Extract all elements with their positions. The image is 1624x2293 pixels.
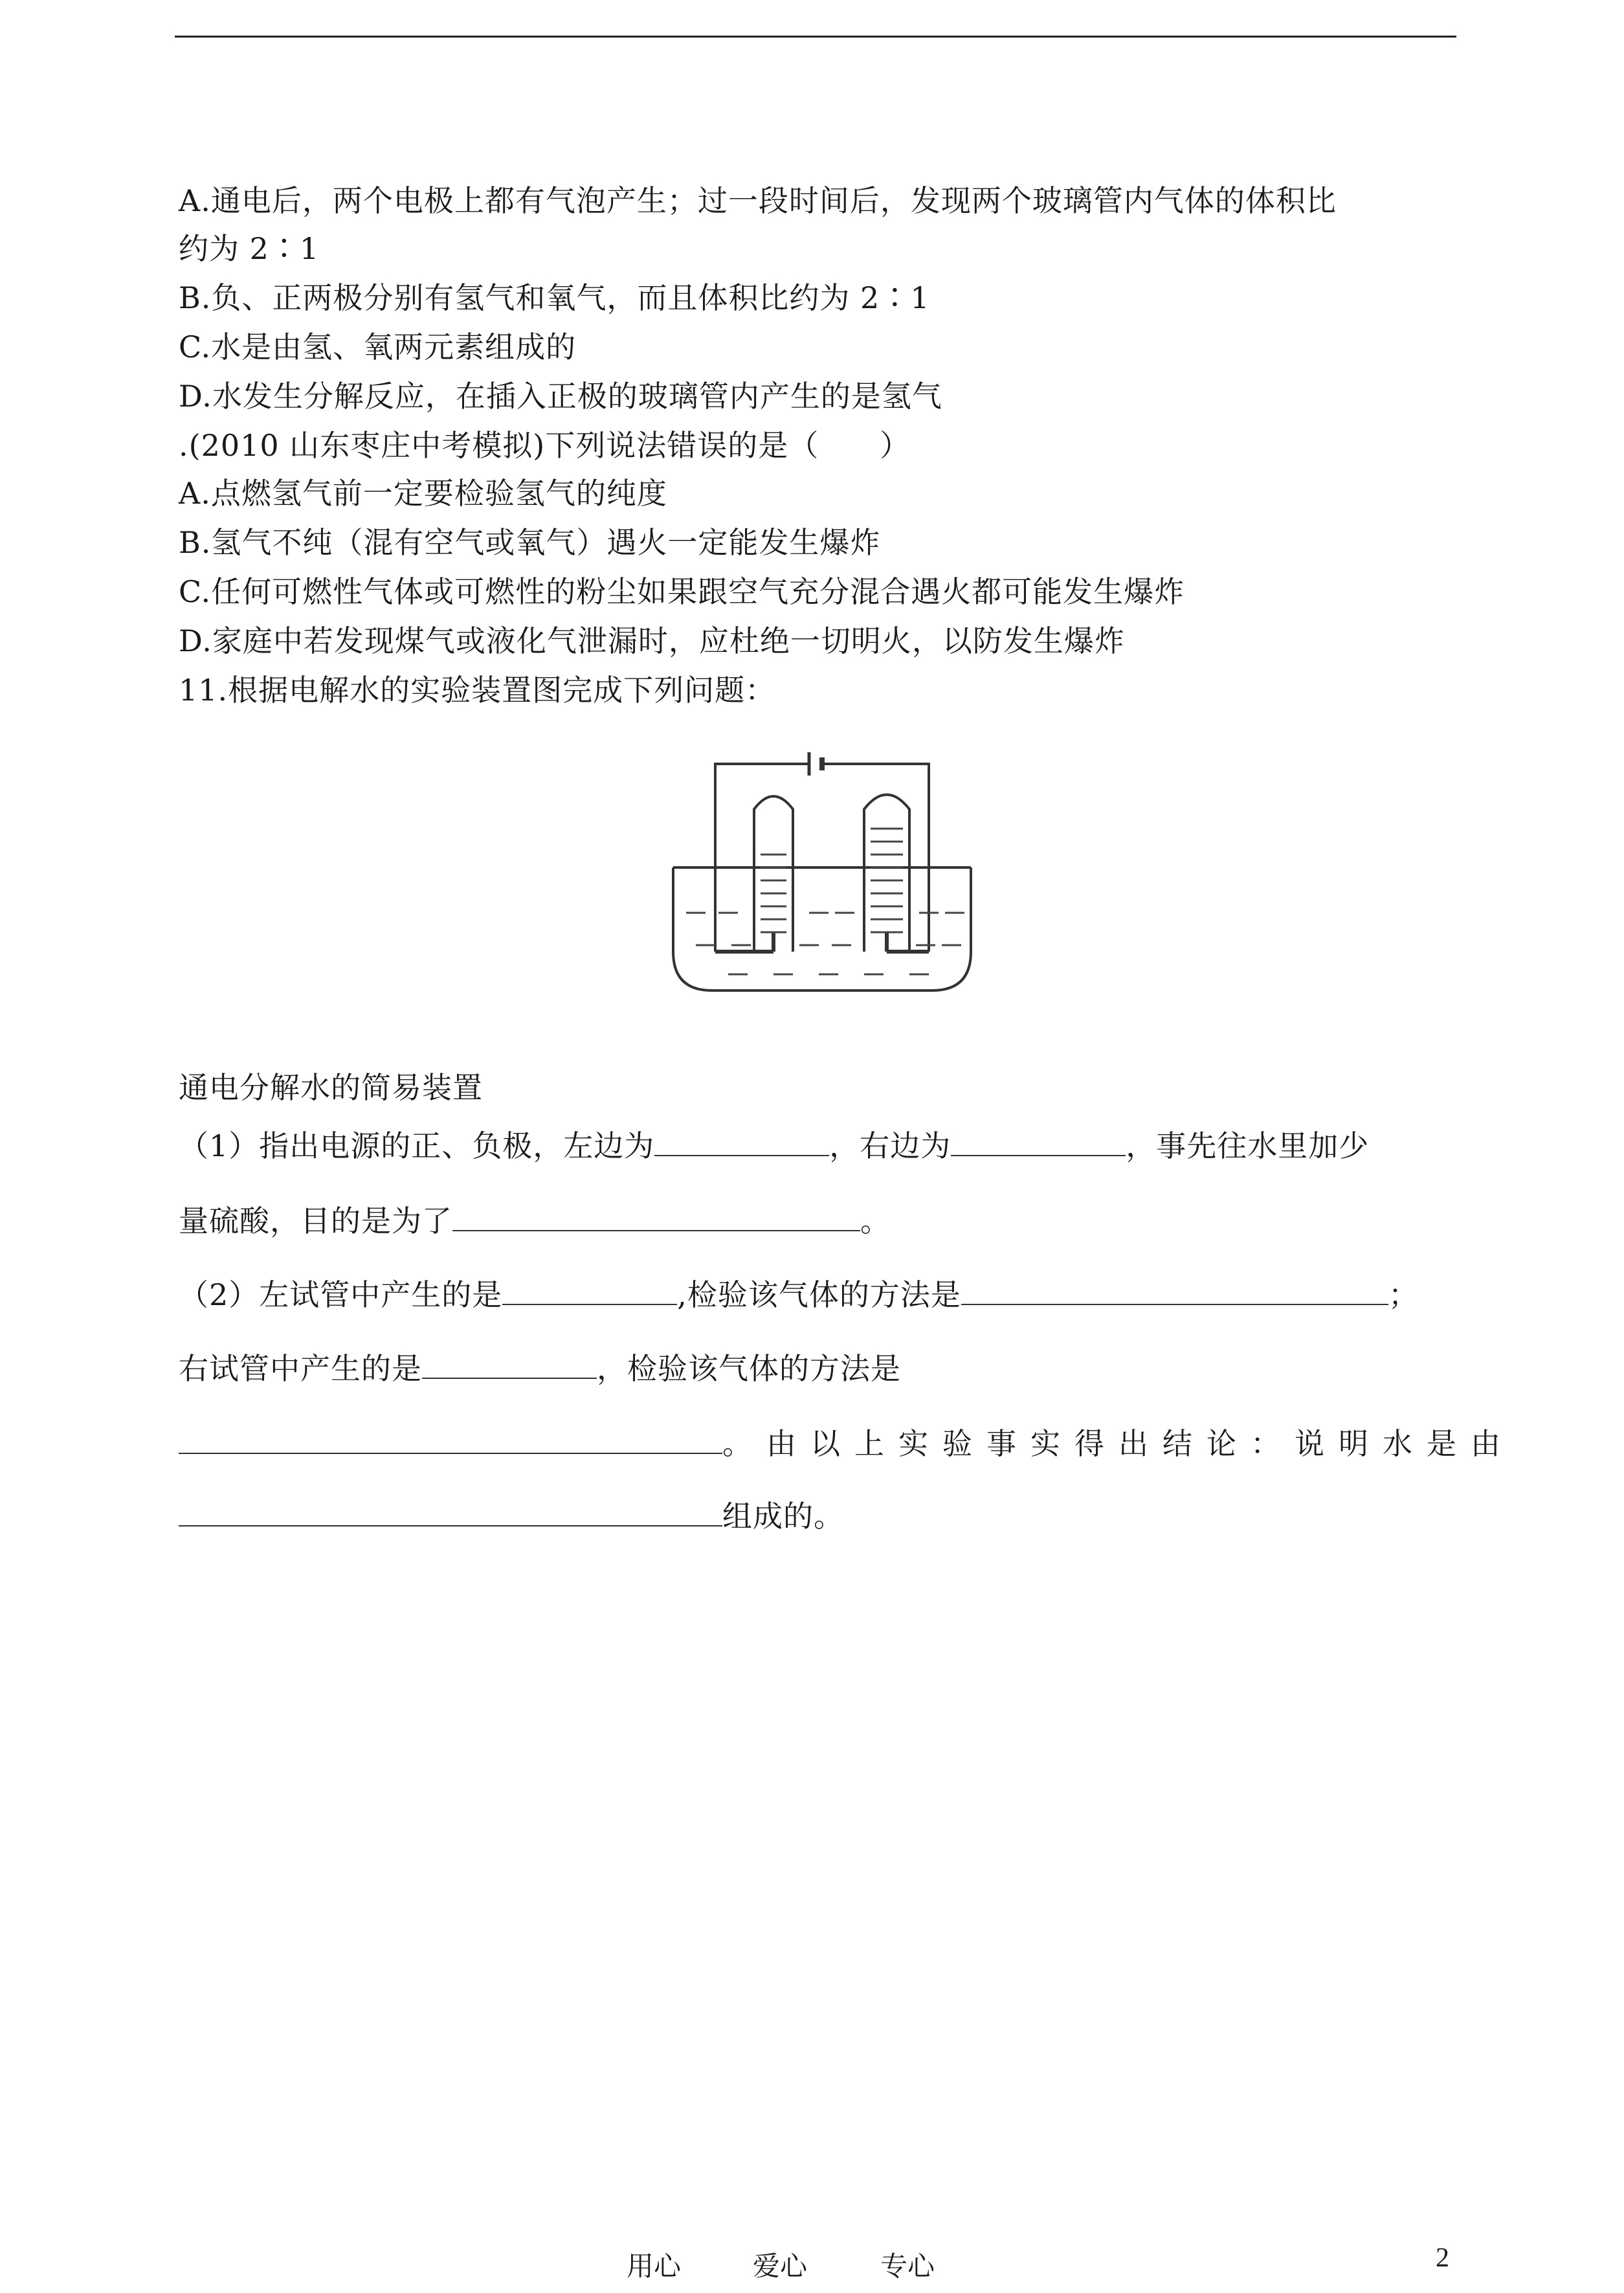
header-rule	[175, 36, 1456, 38]
q10-option-c: C.任何可燃性气体或可燃性的粉尘如果跟空气充分混合遇火都可能发生爆炸	[179, 574, 1185, 609]
answer-blank[interactable]	[951, 1126, 1126, 1156]
footer-text-2: 爱心	[753, 2250, 808, 2282]
answer-blank[interactable]	[452, 1202, 860, 1231]
q2-line-3: 。由以上实验事实得出结论：说明水是由	[179, 1424, 1515, 1462]
answer-blank[interactable]	[422, 1349, 597, 1379]
option-a-line: A.通电后，两个电极上都有气泡产生；过一段时间后，发现两个玻璃管内气体的体积比	[179, 183, 1337, 218]
answer-blank[interactable]	[654, 1126, 829, 1156]
q2-line-2: 右试管中产生的是 ，检验该气体的方法是	[179, 1349, 901, 1387]
q1-line-2: 量硫酸，目的是为了 。	[179, 1202, 891, 1239]
answer-blank[interactable]	[961, 1275, 1388, 1305]
q2-line-1: （2）左试管中产生的是 ,检验该气体的方法是 ；	[179, 1275, 1419, 1313]
page-number: 2	[1436, 2243, 1449, 2273]
answer-blank[interactable]	[179, 1497, 722, 1527]
option-c: C.水是由氢、氧两元素组成的	[179, 330, 577, 364]
footer-text-1: 用心	[627, 2250, 682, 2282]
option-d: D.水发生分解反应，在插入正极的玻璃管内产生的是氢气	[179, 379, 942, 414]
q1-line-1: （1）指出电源的正、负极，左边为 ，右边为 ，事先往水里加少	[179, 1126, 1369, 1164]
answer-blank[interactable]	[502, 1275, 677, 1305]
option-a-cont: 约为 2∶1	[179, 231, 320, 266]
question-10: .(2010 山东枣庄中考模拟)下列说法错误的是（ ）	[179, 428, 911, 463]
answer-blank[interactable]	[179, 1424, 722, 1454]
q10-option-b: B.氢气不纯（混有空气或氧气）遇火一定能发生爆炸	[179, 525, 881, 560]
q10-option-a: A.点燃氢气前一定要检验氢气的纯度	[179, 476, 667, 511]
option-b: B.负、正两极分别有氢气和氧气，而且体积比约为 2∶1	[179, 280, 930, 315]
electrolysis-apparatus-diagram	[670, 738, 974, 1003]
question-11: 11.根据电解水的实验装置图完成下列问题：	[179, 673, 776, 708]
q2-line-4: 组成的。	[179, 1497, 844, 1534]
footer-text-3: 专心	[880, 2250, 935, 2282]
figure-caption: 通电分解水的简易装置	[179, 1070, 483, 1105]
q10-option-d: D.家庭中若发现煤气或液化气泄漏时，应杜绝一切明火，以防发生爆炸	[179, 623, 1125, 658]
